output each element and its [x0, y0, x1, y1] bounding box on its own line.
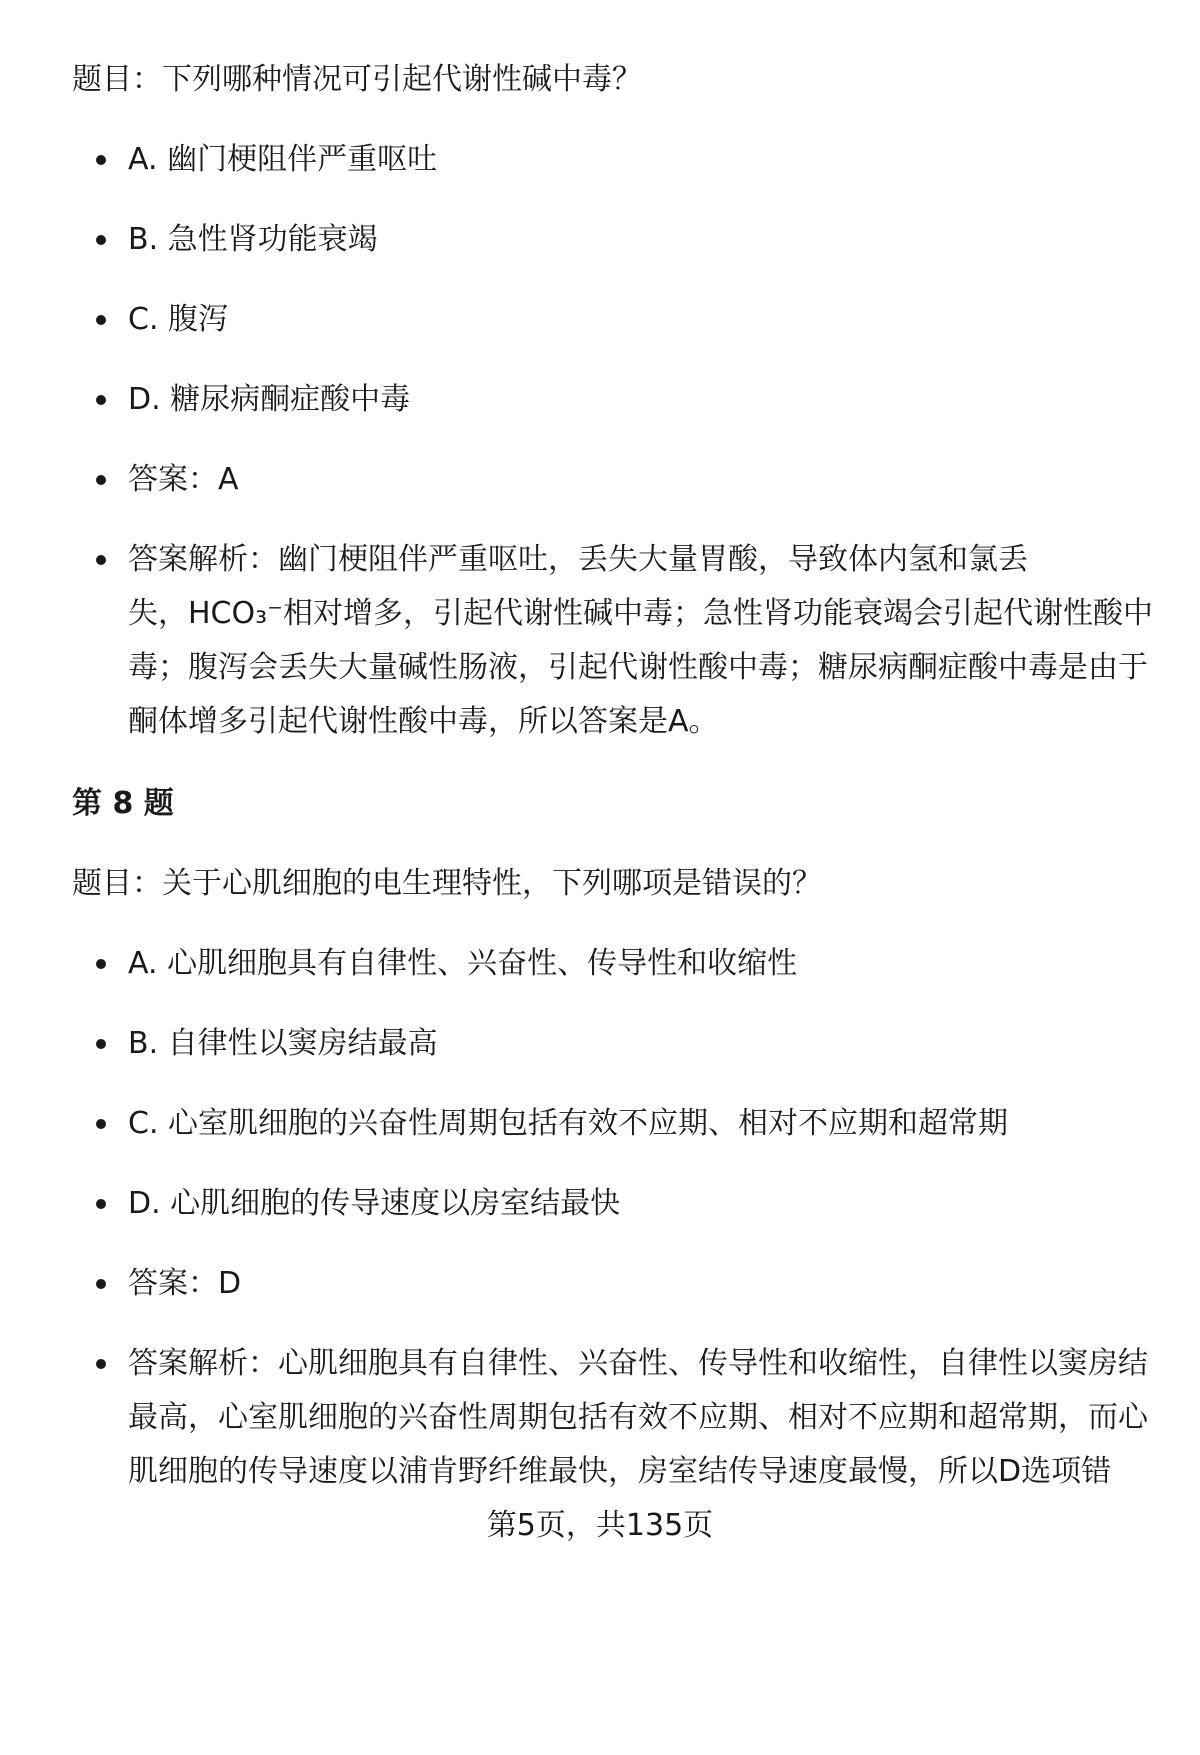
option-label: C. 腹泻 — [128, 302, 229, 337]
explanation-line: 答案解析：心肌细胞具有自律性、兴奋性、传导性和收缩性，自律性以窦房结 — [128, 1346, 1148, 1381]
bullet-icon — [96, 315, 106, 325]
bullet-icon — [96, 1279, 106, 1289]
bullet-icon — [96, 395, 106, 405]
question-7-text: 题目：下列哪种情况可引起代谢性碱中毒？ — [72, 62, 642, 97]
page-number-footer: 第5页，共135页 — [486, 1508, 714, 1543]
bullet-icon — [96, 555, 106, 565]
answer-label: 答案：D — [128, 1266, 242, 1301]
bullet-icon — [96, 235, 106, 245]
bullet-icon — [96, 959, 106, 969]
bullet-icon — [96, 1039, 106, 1049]
option-label: B. 急性肾功能衰竭 — [128, 222, 378, 257]
question-8-text: 题目：关于心肌细胞的电生理特性，下列哪项是错误的？ — [72, 866, 822, 901]
explanation-line: 失，HCO₃⁻相对增多，引起代谢性碱中毒；急性肾功能衰竭会引起代谢性酸中 — [128, 596, 1153, 631]
explanation-line: 酮体增多引起代谢性酸中毒，所以答案是A。 — [128, 704, 719, 739]
option-label: A. 幽门梗阻伴严重呕吐 — [128, 142, 438, 177]
answer-label: 答案：A — [128, 462, 239, 497]
explanation-line: 肌细胞的传导速度以浦肯野纤维最快，房室结传导速度最慢，所以D选项错 — [128, 1454, 1112, 1489]
option-label: C. 心室肌细胞的兴奋性周期包括有效不应期、相对不应期和超常期 — [128, 1106, 1009, 1141]
bullet-icon — [96, 1199, 106, 1209]
explanation-line: 答案解析：幽门梗阻伴严重呕吐，丢失大量胃酸，导致体内氢和氯丢 — [128, 542, 1028, 577]
bullet-icon — [96, 1119, 106, 1129]
option-label: A. 心肌细胞具有自律性、兴奋性、传导性和收缩性 — [128, 946, 798, 981]
explanation-line: 毒；腹泻会丢失大量碱性肠液，引起代谢性酸中毒；糖尿病酮症酸中毒是由于 — [128, 650, 1148, 685]
bullet-icon — [96, 475, 106, 485]
option-label: D. 糖尿病酮症酸中毒 — [128, 382, 411, 417]
bullet-icon — [96, 1359, 106, 1369]
bullet-icon — [96, 155, 106, 165]
question-8-heading: 第 8 题 — [72, 786, 174, 821]
option-label: B. 自律性以窦房结最高 — [128, 1026, 438, 1061]
option-label: D. 心肌细胞的传导速度以房室结最快 — [128, 1186, 621, 1221]
explanation-line: 最高，心室肌细胞的兴奋性周期包括有效不应期、相对不应期和超常期，而心 — [128, 1400, 1148, 1435]
